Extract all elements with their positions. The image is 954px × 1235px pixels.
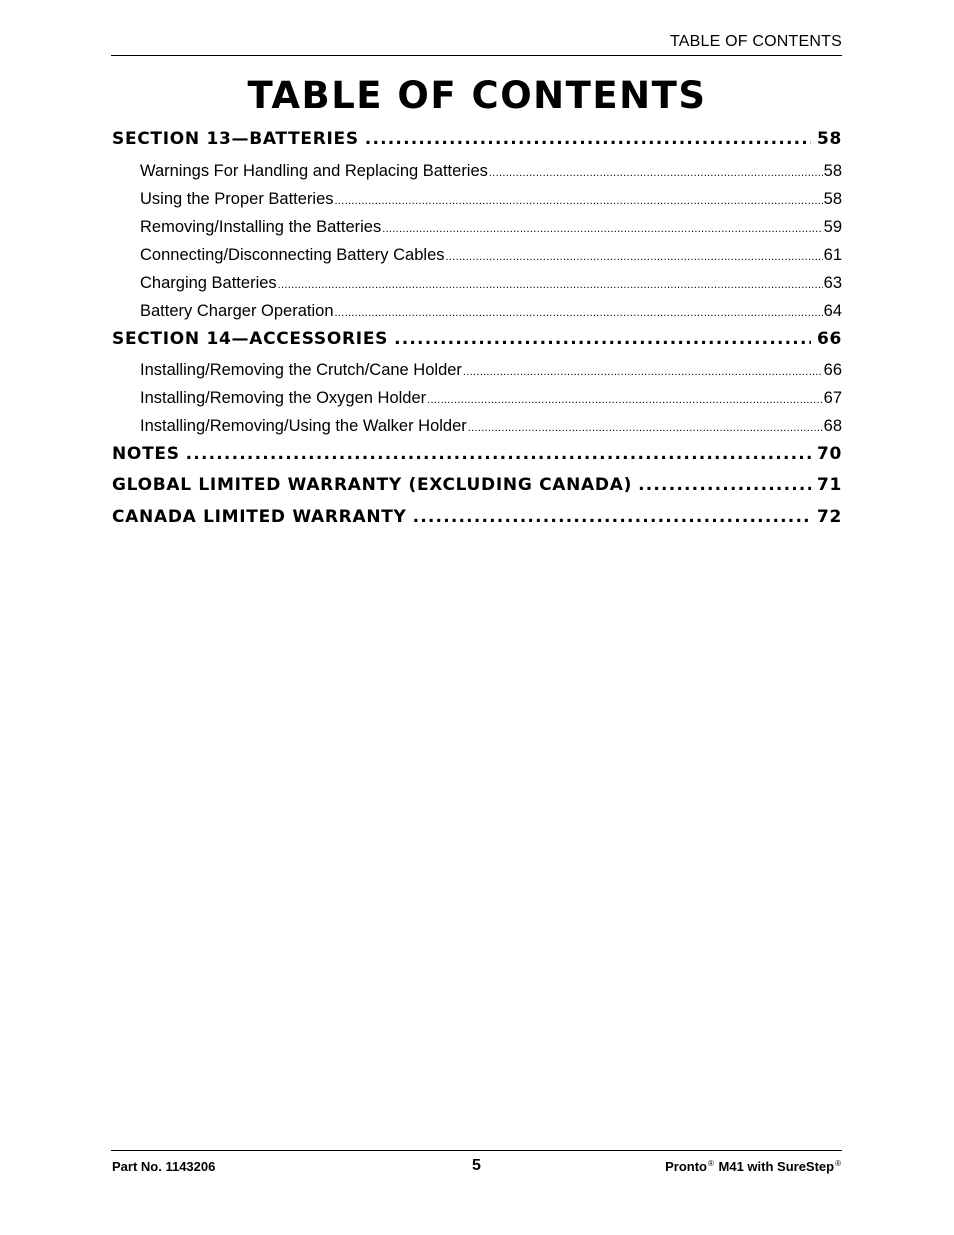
toc-entry[interactable] [112,218,842,237]
toc-entry[interactable] [112,190,842,209]
toc-entry[interactable] [112,389,842,408]
registered-mark: ® [707,1159,714,1168]
toc-entry-label: Using the Proper Batteries [140,190,334,208]
product-model: M41 with SureStep [718,1159,835,1174]
toc-entry-label: Installing/Removing/Using the Walker Holder [140,417,467,435]
toc-entry-label: Warnings For Handling and Replacing Batteries [140,162,488,180]
footer-rule [111,1150,842,1151]
dot-leader [468,422,823,434]
toc-entry[interactable] [112,302,842,321]
dot-leader [278,279,823,291]
toc-entry-page: 58 [823,190,842,208]
dot-leader [446,251,823,263]
toc-entry-label: Battery Charger Operation [140,302,334,320]
toc-entry-label: Charging Batteries [140,274,277,292]
dot-leader [186,444,811,464]
toc-entry-page: 64 [823,302,842,320]
toc-entry[interactable] [112,274,842,293]
toc-entry-page: 63 [823,274,842,292]
registered-mark: ® [835,1159,841,1168]
toc-entry-label: SECTION 13—BATTERIES [112,129,359,149]
toc-entry-label: Installing/Removing the Crutch/Cane Holder [140,361,462,379]
toc-entry-page: 58 [816,129,842,149]
dot-leader [335,307,823,319]
toc-entry-label: GLOBAL LIMITED WARRANTY (EXCLUDING CANADA) [112,475,633,495]
page-number: 5 [472,1157,481,1174]
toc-entry-page: 70 [816,444,842,464]
toc-entry[interactable] [112,444,842,464]
toc-entry[interactable] [112,329,842,349]
dot-leader [335,195,823,207]
toc-entry-label: NOTES [112,444,180,464]
toc-entry-label: SECTION 14—ACCESSORIES [112,329,389,349]
toc-entry[interactable] [112,129,842,149]
toc-entry-page: 66 [816,329,842,349]
toc-entry-page: 66 [823,361,842,379]
toc-entry-label: CANADA LIMITED WARRANTY [112,507,407,527]
toc-entry-page: 68 [823,417,842,435]
page-title: TABLE OF CONTENTS [247,74,707,117]
header-rule [111,55,842,56]
toc-entry-label: Connecting/Disconnecting Battery Cables [140,246,445,264]
toc-entry[interactable] [112,417,842,436]
toc-entry-page: 61 [823,246,842,264]
running-head: TABLE OF CONTENTS [669,33,842,50]
toc-entry-page: 58 [823,162,842,180]
page-footer [111,1157,842,1177]
dot-leader [489,167,823,179]
toc-entry[interactable] [112,162,842,181]
dot-leader [413,507,811,527]
toc-entry[interactable] [112,361,842,380]
dot-leader [382,223,822,235]
dot-leader [638,475,811,495]
toc-entry-page: 72 [816,507,842,527]
product-name [665,1159,842,1174]
toc-entry-page: 59 [823,218,842,236]
dot-leader [463,366,823,378]
dot-leader [394,329,811,349]
toc-entry-label: Removing/Installing the Batteries [140,218,382,236]
toc-entry-page: 67 [823,389,842,407]
toc-entry[interactable] [112,475,842,495]
toc-entry-page: 71 [816,475,842,495]
part-number: Part No. 1143206 [112,1159,216,1174]
dot-leader [365,129,811,149]
toc-entry[interactable] [112,246,842,265]
toc-entry[interactable] [112,507,842,527]
toc-entry-label: Installing/Removing the Oxygen Holder [140,389,427,407]
dot-leader [427,394,822,406]
product-brand: Pronto [665,1159,707,1174]
